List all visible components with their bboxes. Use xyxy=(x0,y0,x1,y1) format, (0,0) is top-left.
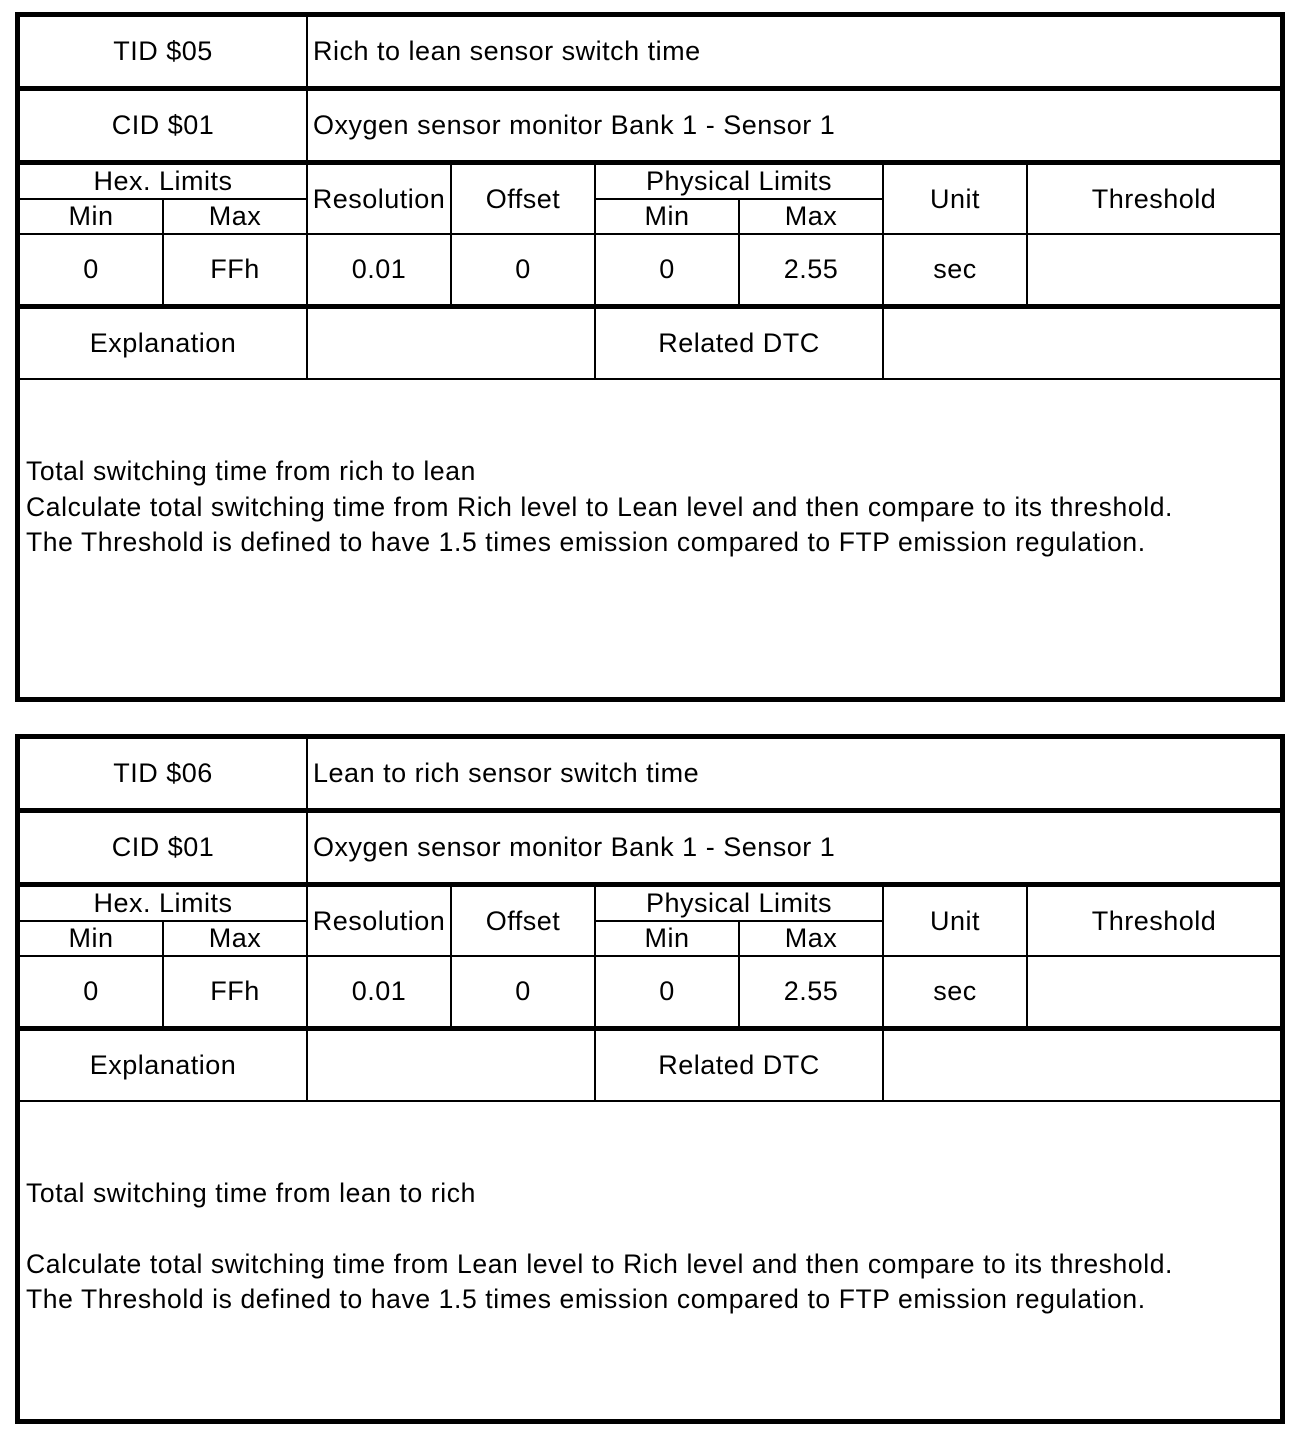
explanation-label: Explanation xyxy=(20,1029,307,1102)
offset-header: Offset xyxy=(451,163,595,235)
phys-min-value: 0 xyxy=(595,234,739,307)
cid-description: Oxygen sensor monitor Bank 1 - Sensor 1 xyxy=(307,89,1280,163)
hex-min-header: Min xyxy=(20,199,163,234)
phys-min-header: Min xyxy=(595,199,739,234)
body-line-2: Calculate total switching time from Rich level to Lean level and then compare to its threshold. xyxy=(26,491,1173,522)
physical-limits-header: Physical Limits xyxy=(595,885,883,922)
tid-label: TID $05 xyxy=(20,17,307,89)
cid-label: CID $01 xyxy=(20,89,307,163)
threshold-header: Threshold xyxy=(1027,885,1280,957)
unit-header: Unit xyxy=(883,885,1027,957)
phys-max-value: 2.55 xyxy=(739,956,883,1029)
hex-max-value: FFh xyxy=(163,956,307,1029)
test-table xyxy=(20,17,1280,698)
hex-min-value: 0 xyxy=(20,234,163,307)
body-line-1: Total switching time from rich to lean xyxy=(26,456,476,486)
body-line-3: The Threshold is defined to have 1.5 times emission compared to FTP emission regulation. xyxy=(26,1284,1146,1314)
body-line-2: Calculate total switching time from Lean level to Rich level and then compare to its threshold. xyxy=(26,1248,1173,1279)
explanation-body xyxy=(20,1101,1280,1420)
body-line-1: Total switching time from lean to rich xyxy=(26,1178,476,1208)
phys-max-header: Max xyxy=(739,199,883,234)
tid-label: TID $06 xyxy=(20,739,307,811)
tid-description: Lean to rich sensor switch time xyxy=(307,739,1280,811)
offset-header: Offset xyxy=(451,885,595,957)
hex-limits-header: Hex. Limits xyxy=(20,163,307,200)
test-table xyxy=(20,739,1280,1420)
body-line-3: The Threshold is defined to have 1.5 times emission compared to FTP emission regulation. xyxy=(26,527,1146,557)
physical-limits-header: Physical Limits xyxy=(595,163,883,200)
phys-max-value: 2.55 xyxy=(739,234,883,307)
hex-min-header: Min xyxy=(20,921,163,956)
offset-value: 0 xyxy=(451,234,595,307)
threshold-value xyxy=(1027,956,1280,1029)
related-dtc-value xyxy=(883,1029,1280,1102)
unit-header: Unit xyxy=(883,163,1027,235)
threshold-header: Threshold xyxy=(1027,163,1280,235)
hex-limits-header: Hex. Limits xyxy=(20,885,307,922)
phys-min-header: Min xyxy=(595,921,739,956)
explanation-label: Explanation xyxy=(20,307,307,380)
related-dtc-value xyxy=(883,307,1280,380)
explanation-value xyxy=(307,1029,595,1102)
hex-max-header: Max xyxy=(163,199,307,234)
explanation-body xyxy=(20,379,1280,698)
resolution-header: Resolution xyxy=(307,163,451,235)
phys-min-value: 0 xyxy=(595,956,739,1029)
test-block-tid-06 xyxy=(15,734,1285,1424)
threshold-value xyxy=(1027,234,1280,307)
hex-max-value: FFh xyxy=(163,234,307,307)
resolution-header: Resolution xyxy=(307,885,451,957)
explanation-value xyxy=(307,307,595,380)
test-block-tid-05 xyxy=(15,12,1285,702)
offset-value: 0 xyxy=(451,956,595,1029)
cid-label: CID $01 xyxy=(20,811,307,885)
tid-description: Rich to lean sensor switch time xyxy=(307,17,1280,89)
phys-max-header: Max xyxy=(739,921,883,956)
unit-value: sec xyxy=(883,956,1027,1029)
hex-min-value: 0 xyxy=(20,956,163,1029)
resolution-value: 0.01 xyxy=(307,956,451,1029)
unit-value: sec xyxy=(883,234,1027,307)
cid-description: Oxygen sensor monitor Bank 1 - Sensor 1 xyxy=(307,811,1280,885)
resolution-value: 0.01 xyxy=(307,234,451,307)
related-dtc-label: Related DTC xyxy=(595,1029,883,1102)
related-dtc-label: Related DTC xyxy=(595,307,883,380)
hex-max-header: Max xyxy=(163,921,307,956)
